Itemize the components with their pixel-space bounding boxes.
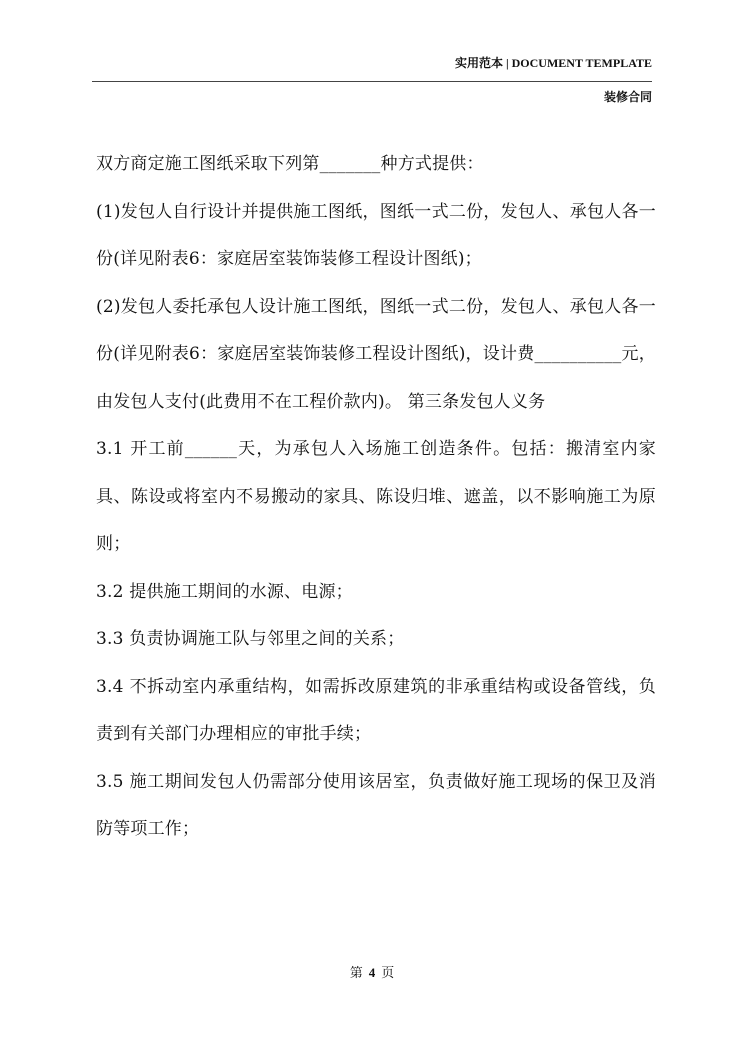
page-footer <box>0 962 744 981</box>
document-body <box>96 141 656 854</box>
header-subtitle: 装修合同 <box>603 90 652 104</box>
paragraph-option-2: (2)发包人委托承包人设计施工图纸，图纸一式二份，发包人、承包人各一份(详见附表6：家庭居室装饰装修工程设计图纸)，设计费__________元，由发包人支付(此费用不在工程价款内)。 第三条发包人义务 <box>96 296 656 412</box>
page-number: 4 <box>368 965 376 980</box>
paragraph-3-1: 3.1 开工前______天，为承包人入场施工创造条件。包括：搬清室内家具、陈设或将室内不易搬动的家具、陈设归堆、遮盖，以不影响施工为原则； <box>96 439 656 554</box>
paragraph-option-1: (1)发包人自行设计并提供施工图纸，图纸一式二份，发包人、承包人各一份(详见附表6：家庭居室装饰装修工程设计图纸)； <box>96 201 656 269</box>
header-rule <box>92 81 652 82</box>
paragraph-3-3: 3.3 负责协调施工队与邻里之间的关系； <box>96 629 405 649</box>
paragraph-3-2: 3.2 提供施工期间的水源、电源； <box>96 581 353 602</box>
header-title: 实用范本 | DOCUMENT TEMPLATE <box>455 56 652 70</box>
footer-suffix: 页 <box>381 965 395 980</box>
paragraph-drawing-method: 双方商定施工图纸采取下列第_______种方式提供： <box>96 154 484 174</box>
footer-prefix: 第 <box>349 965 363 980</box>
paragraph-3-5: 3.5 施工期间发包人仍需部分使用该居室，负责做好施工现场的保卫及消防等项工作； <box>96 771 656 839</box>
paragraph-3-4: 3.4 不拆动室内承重结构，如需拆改原建筑的非承重结构或设备管线，负责到有关部门办理相应的审批手续； <box>96 676 656 744</box>
